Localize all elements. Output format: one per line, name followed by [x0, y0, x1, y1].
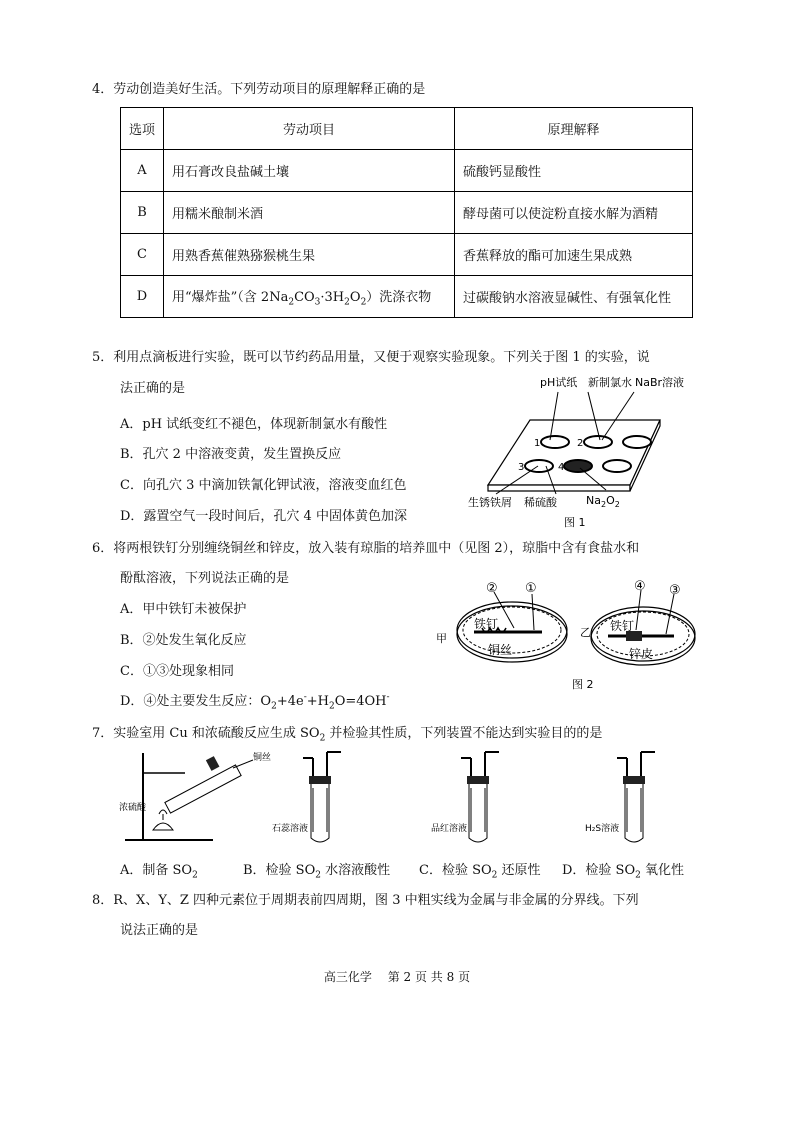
option-text: D．检验 SO: [562, 863, 636, 878]
well-number: 4: [558, 462, 565, 473]
label-iron-nail: 铁钉: [610, 619, 635, 633]
row-option: C: [121, 234, 164, 276]
row-item: 用熟香蕉催熟猕猴桃生果: [164, 234, 455, 276]
well-number: 1: [534, 438, 541, 449]
label-iron-nail: 铁钉: [474, 617, 499, 631]
figure-q7-apparatus: [115, 748, 705, 848]
marker-1: ①: [525, 581, 537, 596]
row-reason: 硫酸钙显酸性: [455, 150, 693, 192]
q6-option-c: C．①③处现象相同: [120, 664, 234, 679]
q6-stem-line1: 6．将两根铁钉分别缠绕铜丝和锌皮，放入装有琼脂的培养皿中（见图 2），琼脂中含有食盐水和: [92, 541, 640, 556]
label-h2s: H₂S溶液: [585, 824, 620, 834]
q7-option-b: B．检验 $SO_2$ 水溶液酸性: [243, 863, 391, 881]
marker-2: ②: [486, 581, 498, 596]
row-reason: 香蕉释放的酯可加速生果成熟: [455, 234, 693, 276]
sub-text: 2: [614, 500, 620, 509]
figure-2-petri-dishes: [430, 572, 700, 697]
option-text: B．检验 SO: [243, 863, 316, 878]
q6-option-a: A．甲中铁钉未被保护: [120, 602, 247, 617]
option-text: O=4OH: [334, 694, 387, 709]
row-option: B: [121, 192, 164, 234]
q5-option-b: B．孔穴 2 中溶液变黄，发生置换反应: [120, 447, 342, 462]
label-ph-paper: pH试纸: [540, 376, 578, 389]
row-option: A: [121, 150, 164, 192]
table-row: [121, 234, 693, 276]
q5-option-c: C．向孔穴 3 中滴加铁氰化钾试液，溶液变血红色: [120, 478, 407, 493]
label-na2o2: [586, 494, 620, 509]
label-rusty-iron: 生锈铁屑: [468, 496, 512, 509]
option-text: 氧化性: [640, 863, 684, 878]
row-item: 用石膏改良盐碱土壤: [164, 150, 455, 192]
option-text: D．④处主要发生反应：O: [120, 694, 272, 709]
q5-stem-line1: 5．利用点滴板进行实验，既可以节约药品用量，又便于观察实验现象。下列关于图 1 的实验，说: [92, 350, 650, 365]
q5-stem-line2: 法正确的是: [120, 381, 186, 396]
row-item: 用“爆炸盐”（含 $2Na_2CO_3\cdot 3H_2O_2$）洗涤衣物: [164, 276, 455, 318]
label-litmus: 石蕊溶液: [272, 824, 309, 834]
label-copper-wire: 铜丝: [488, 643, 513, 657]
table-row: [121, 276, 693, 318]
q5-option-a: A．pH 试纸变红不褪色，体现新制氯水有酸性: [120, 417, 388, 432]
row-reason: 过碳酸钠水溶液显碱性、有强氧化性: [455, 276, 693, 318]
q4-stem: 4．劳动创造美好生活。下列劳动项目的原理解释正确的是: [92, 82, 426, 97]
well-number: 2: [577, 438, 584, 449]
figure-caption: 图 1: [564, 516, 586, 529]
figure-1-spot-plate: [460, 370, 700, 532]
well-number: 3: [518, 462, 525, 473]
header-option: 选项: [121, 108, 164, 150]
q8-stem-line1: 8．R、X、Y、Z 四种元素位于周期表前四周期，图 3 中粗实线为金属与非金属的分界线。下列: [92, 893, 639, 908]
label-zinc-sheet: 锌皮: [629, 647, 654, 661]
q4-table: [120, 107, 693, 318]
table-row: [121, 150, 693, 192]
option-text: +H: [306, 694, 329, 709]
item-text: 用“爆炸盐”（含 2Na: [172, 289, 289, 305]
page-footer: 高三化学 第 2 页 共 8 页: [323, 970, 471, 984]
label-dilute-acid: 稀硫酸: [524, 496, 557, 509]
label-jia: 甲: [436, 632, 447, 645]
row-reason: 酵母菌可以使淀粉直接水解为酒精: [455, 192, 693, 234]
label-copper-wire: 铜丝: [253, 753, 272, 763]
table-row: [121, 192, 693, 234]
q7-stem: 7．实验室用 Cu 和浓硫酸反应生成 $SO_2$ 并检验其性质，下列装置不能达到实验目的的是: [92, 726, 603, 744]
o-text: O: [606, 494, 615, 507]
q6-option-d: D．④处主要发生反应：$O_2+4e^-+H_2O=4OH^-$: [120, 692, 390, 712]
q6-option-b: B．②处发生氧化反应: [120, 633, 247, 648]
label-chlorine-water: 新制氯水: [588, 376, 632, 389]
option-text: 水溶液酸性: [320, 863, 391, 878]
na-text: Na: [586, 494, 601, 507]
item-text: ）洗涤衣物: [366, 289, 432, 305]
option-text: +4e: [276, 694, 304, 709]
stem-text: 7．实验室用 Cu 和浓硫酸反应生成 SO: [92, 726, 320, 741]
q7-option-a: A．制备 $SO_2$: [120, 863, 198, 881]
label-yi: 乙: [580, 626, 591, 639]
option-text: 还原性: [497, 863, 541, 878]
header-item: 劳动项目: [164, 108, 455, 150]
label-nabr: NaBr溶液: [635, 376, 685, 389]
row-option: D: [121, 276, 164, 318]
q7-option-c: C．检验 $SO_2$ 还原性: [419, 863, 541, 881]
marker-3: ③: [669, 583, 681, 598]
item-text: ·3H: [320, 289, 345, 305]
option-text: A．制备 SO: [120, 863, 193, 878]
stem-text: 并检验其性质，下列装置不能达到实验目的的是: [325, 726, 603, 741]
label-magenta: 品红溶液: [431, 824, 468, 834]
row-item: 用糯米酿制米酒: [164, 192, 455, 234]
sub-text: 2: [600, 500, 607, 509]
marker-4: ④: [634, 579, 646, 594]
item-text: CO: [294, 289, 315, 305]
table-header-row: [121, 108, 693, 150]
q5-option-d: D．露置空气一段时间后，孔穴 4 中固体黄色加深: [120, 509, 407, 524]
q8-stem-line2: 说法正确的是: [120, 923, 199, 938]
header-reason: 原理解释: [455, 108, 693, 150]
option-text: C．检验 SO: [419, 863, 492, 878]
q7-option-d: D．检验 $SO_2$ 氧化性: [562, 863, 684, 881]
item-text: O: [349, 289, 361, 305]
label-conc-acid: 浓硫酸: [119, 803, 147, 813]
figure-caption: 图 2: [572, 678, 594, 691]
q6-stem-line2: 酚酞溶液，下列说法正确的是: [120, 571, 290, 586]
